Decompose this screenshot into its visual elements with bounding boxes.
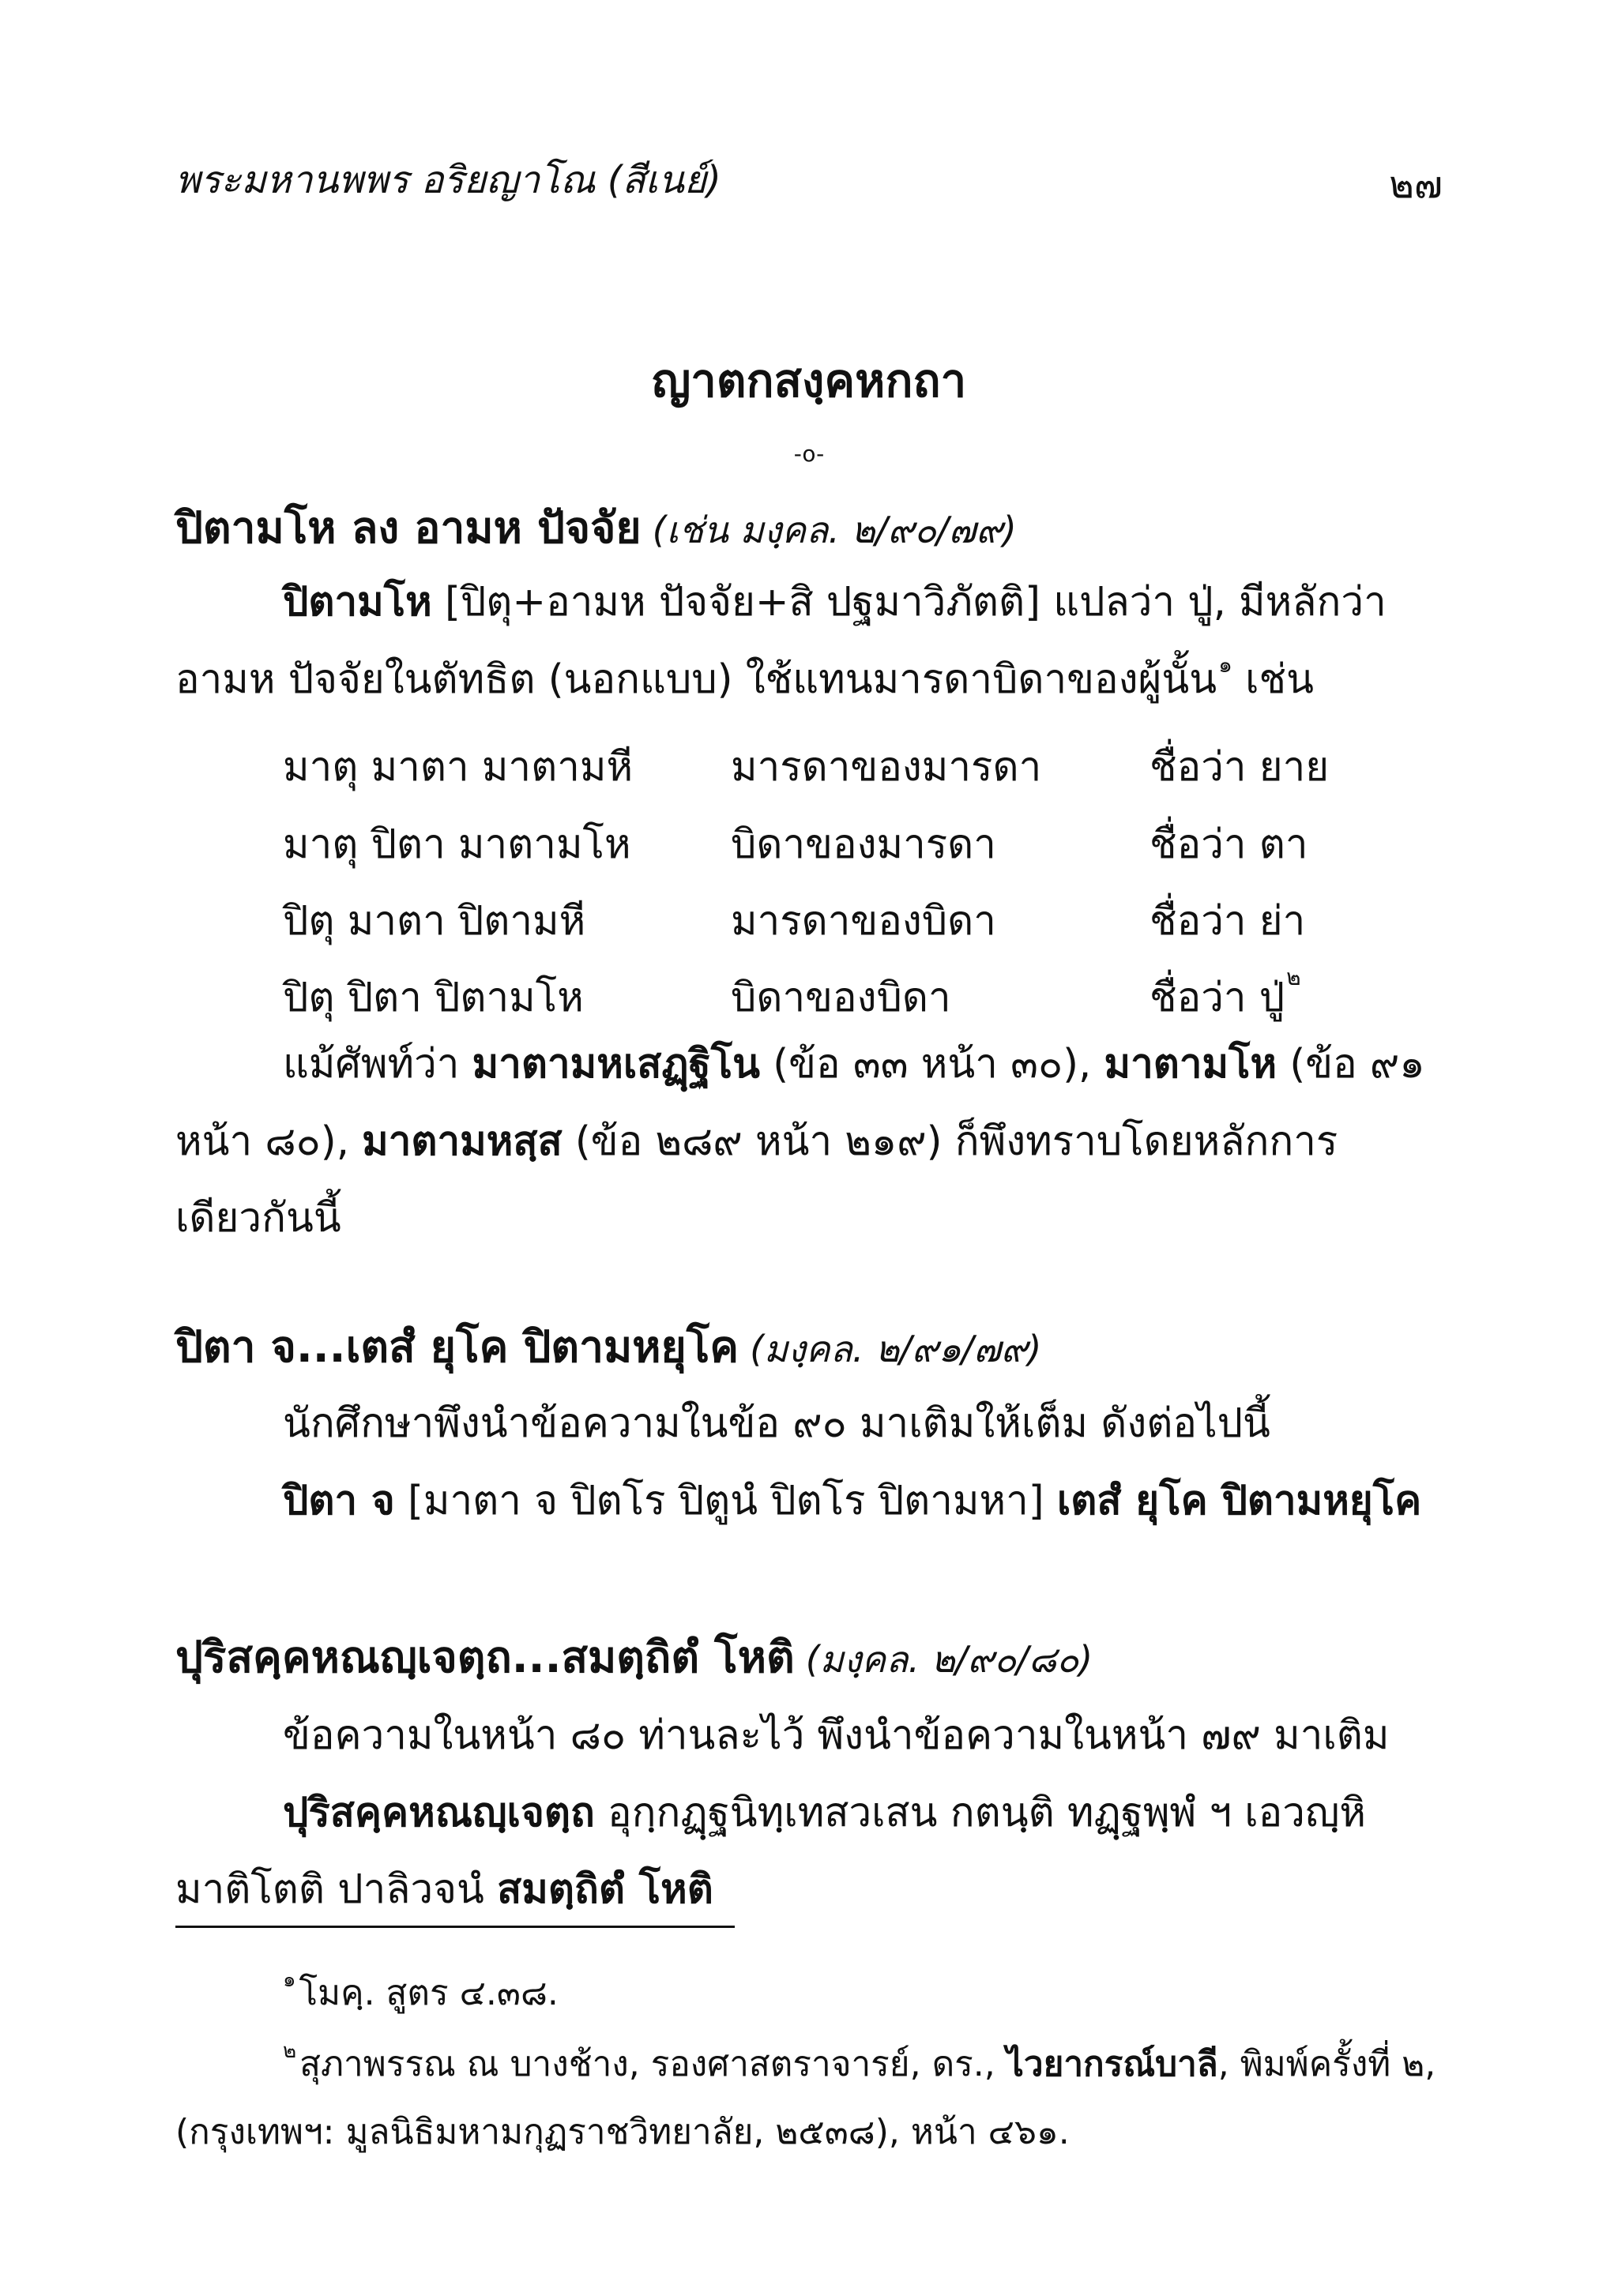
table-cell: ชื่อว่า ยาย (1150, 744, 1330, 791)
section-heading-3 (175, 1633, 1093, 1682)
table-cell: บิดาของบิดา (731, 975, 951, 1021)
running-header-author: พระมหานพพร อริยญาโณ (สีเนย์) (175, 158, 721, 202)
footnote-separator (175, 1926, 735, 1928)
paragraph-line: เดียวกันนี้ (175, 1195, 341, 1242)
section-heading-3-ref: (มงฺคล. ๒/๙๐/๘๐) (805, 1638, 1093, 1681)
paragraph-line (283, 1479, 1421, 1524)
footnote-number: ๑ (283, 1968, 296, 1992)
term-bold: เตสํ ยุโค ปิตามหยุโค (1056, 1478, 1422, 1524)
table-cell: มารดาของบิดา (731, 898, 996, 945)
footnote-text: , พิมพ์ครั้งที่ ๒, (1217, 2044, 1436, 2084)
footnote-1 (283, 1965, 559, 2020)
title-divider: -o- (793, 441, 825, 467)
table-cell: บิดาของมารดา (731, 821, 996, 868)
paragraph-text: (ข้อ ๓๓ หน้า ๓๐), (760, 1041, 1104, 1088)
paragraph-line (283, 1791, 1366, 1836)
footnote-book-title: ไวยากรณ์บาลี (1006, 2044, 1218, 2084)
paragraph-line (175, 1868, 713, 1912)
paragraph-text: มาติโตติ ปาลิวจนํ (175, 1866, 498, 1913)
paragraph-line (283, 581, 1387, 625)
table-cell: ชื่อว่า ตา (1150, 821, 1308, 868)
footnote-ref-2: ๒ (1286, 964, 1301, 990)
paragraph-text: (ข้อ ๙๑ (1277, 1041, 1425, 1088)
paragraph-text: [มาตา จ ปิตโร ปิตูนํ ปิตโร ปิตามหา] (394, 1478, 1057, 1524)
section-heading-3-text: ปุริสคฺคหณญฺเจตฺถ...สมตฺถิตํ โหติ (175, 1632, 795, 1682)
paragraph-text: แม้ศัพท์ว่า (283, 1041, 472, 1088)
term-bold: มาตามหสฺส (362, 1118, 563, 1165)
paragraph-text: [ปิตุ+อามห ปัจจัย+สิ ปฐมาวิภัตติ] แปลว่า ปู่, มีหลักว่า (431, 579, 1387, 626)
paragraph-text: เช่น (1232, 656, 1315, 703)
term-bold: มาตามโห (1104, 1041, 1277, 1088)
footnote-number: ๒ (283, 2039, 297, 2063)
paragraph-text: หน้า ๘๐), (175, 1118, 363, 1165)
paragraph-line: ข้อความในหน้า ๘๐ ท่านละไว้ พึงนำข้อความในหน้า ๗๙ มาเติม (283, 1712, 1390, 1759)
table-cell: มารดาของมารดา (731, 744, 1042, 791)
table-cell: ปิตุ มาตา ปิตามหี (283, 898, 586, 945)
section-heading-1-text: ปิตามโห ลง อามห ปัจจัย (175, 502, 642, 553)
section-heading-2-ref: (มงฺคล. ๒/๙๑/๗๙) (750, 1328, 1042, 1370)
footnote-2-line2: (กรุงเทพฯ: มูลนิธิมหามกุฏราชวิทยาลัย, ๒๕๓๘), หน้า ๔๖๑. (175, 2112, 1070, 2152)
footnote-ref-1: ๑ (1218, 652, 1232, 678)
footnote-text: โมคฺ. สูตร ๔.๓๘. (299, 1973, 559, 2013)
section-heading-1 (175, 504, 1017, 552)
section-heading-2 (175, 1323, 1041, 1371)
term-bold: มาตามหเสฏฺฐิโน (472, 1041, 761, 1088)
footnote-text: สุภาพรรณ ณ บางช้าง, รองศาสตราจารย์, ดร., (299, 2044, 1007, 2084)
footnote-2 (283, 2036, 1436, 2091)
paragraph-line (175, 1120, 1338, 1164)
paragraph-line (175, 652, 1315, 703)
paragraph-text: อุกฺกฏฺฐนิทฺเทสวเสน กตนฺติ ทฏฺฐพฺพํ ฯ เอวญฺหิ (594, 1790, 1366, 1836)
chapter-title: ญาตกสงฺคหกถา (651, 354, 967, 408)
term-bold: ปิตามโห (283, 579, 432, 626)
table-cell: มาตุ ปิตา มาตามโห (283, 821, 631, 868)
section-heading-1-ref: (เช่น มงฺคล. ๒/๙๐/๗๙) (652, 509, 1017, 551)
table-cell-text: ชื่อว่า ปู่ (1150, 975, 1285, 1021)
table-cell (1150, 965, 1301, 1029)
table-cell: ปิตุ ปิตา ปิตามโห (283, 975, 584, 1021)
paragraph-text: อามห ปัจจัยในตัทธิต (นอกแบบ) ใช้แทนมารดาบิดาของผู้นั้น (175, 656, 1217, 703)
paragraph-line (283, 1043, 1425, 1087)
term-bold: ปิตา จ (283, 1478, 395, 1524)
table-cell: มาตุ มาตา มาตามหี (283, 744, 634, 791)
page-number: ๒๗ (1389, 163, 1443, 207)
paragraph-line: นักศึกษาพึงนำข้อความในข้อ ๙๐ มาเติมให้เต็ม ดังต่อไปนี้ (283, 1400, 1270, 1447)
term-bold: ปุริสคฺคหณญฺเจตฺถ (283, 1790, 595, 1836)
section-heading-2-text: ปิตา จ...เตสํ ยุโค ปิตามหยุโค (175, 1321, 739, 1372)
table-cell: ชื่อว่า ย่า (1150, 898, 1306, 945)
paragraph-text: (ข้อ ๒๘๙ หน้า ๒๑๙) ก็พึงทราบโดยหลักการ (562, 1118, 1338, 1165)
term-bold: สมตฺถิตํ โหติ (497, 1866, 713, 1913)
